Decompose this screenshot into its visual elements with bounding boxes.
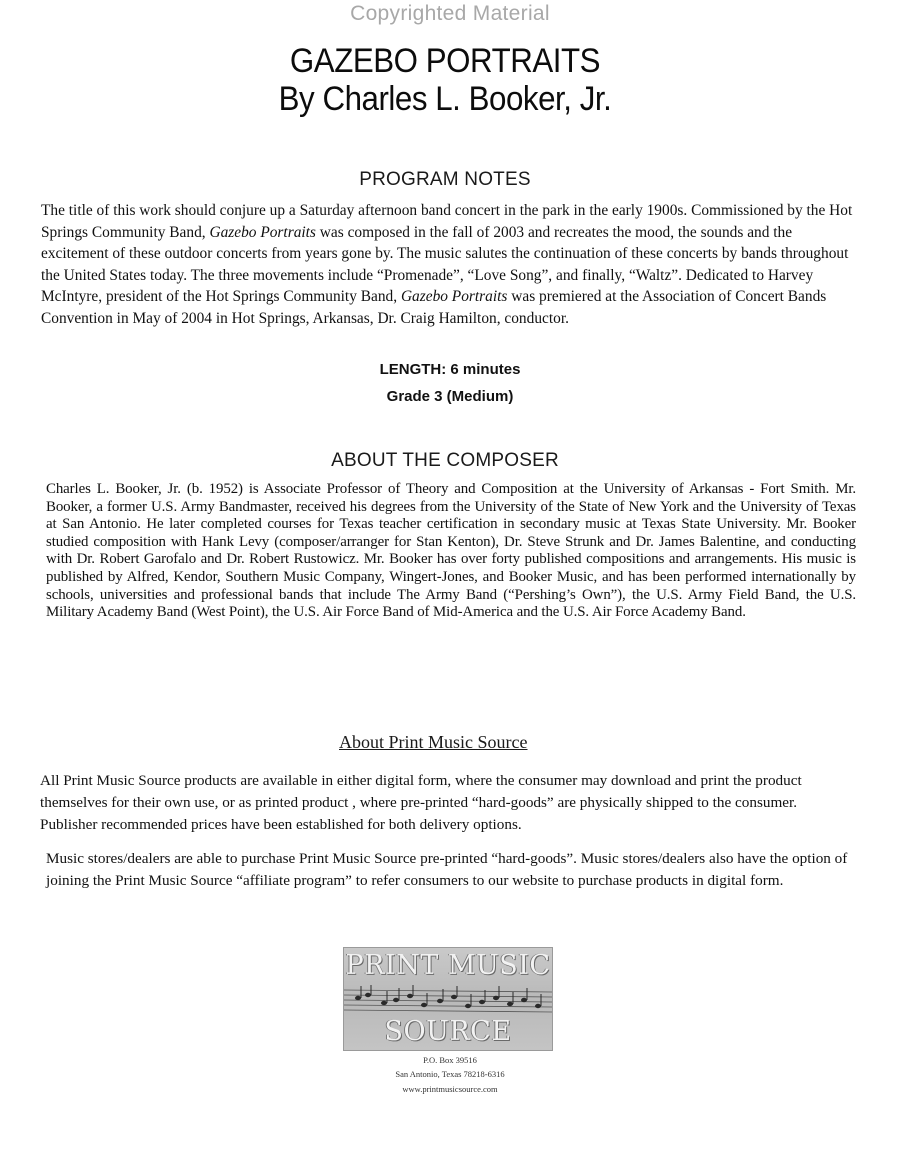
print-music-source-paragraph-2: Music stores/dealers are able to purchase Print Music Source pre-printed “hard-goods”. Music stores/dealers also have the option of joining the Print Music Source “affiliate program” to refer consumers to our website to purchase products in digital form. (46, 850, 848, 889)
program-notes-heading: PROGRAM NOTES (359, 169, 531, 190)
title-block (36, 42, 855, 118)
address-line-1: P.O. Box 39516 (423, 1055, 477, 1065)
page-title: GAZEBO PORTRAITS (289, 42, 601, 80)
about-composer-heading: ABOUT THE COMPOSER (331, 450, 559, 471)
work-title-italic: Gazebo Portraits (209, 223, 316, 241)
work-title-italic: Gazebo Portraits (400, 288, 508, 305)
program-notes-text (41, 200, 859, 329)
print-music-source-paragraph-1: All Print Music Source products are available in either digital form, where the consumer may download and print the product themselves for their own use, or as printed product , where pre-printed “hard-goods” are physically shipped to the consumer. Publisher recommended prices have been established for both delivery options. (40, 772, 802, 833)
grade-line: Grade 3 (Medium) (386, 388, 514, 405)
length-line: LENGTH: 6 minutes (379, 361, 521, 378)
website-text: www.printmusicsource.com (402, 1084, 498, 1094)
logo-top-text: PRINT MUSIC (345, 950, 551, 981)
about-composer-text: Charles L. Booker, Jr. (b. 1952) is Associate Professor of Theory and Composition at the University of Arkansas - Fort Smith. Mr. Booker, a former U.S. Army Bandmaster, received his degrees from the University of the State of New York and the University of Texas at San Antonio. He later completed courses for Texas teacher certification in secondary music at Texas State University. Mr. Booker studied composition with Hank Levy (composer/arranger for Stan Kenton), Dr. Steve Strunk and Dr. James Balentine, and conducting with Dr. Robert Garofalo and Dr. Robert Rustowicz. Mr. Booker has over forty published compositions and arrangements. His music is published by Alfred, Kendor, Southern Music Company, Wingert-Jones, and Booker Music, and has been performed internationally by schools, universities and professional bands that include The Army Band (“Pershing’s Own”), the U.S. Army Field Band, the U.S. Military Academy Band (West Point), the U.S. Air Force Band of Mid-America and the U.S. Air Force Academy Band. (46, 481, 856, 621)
program-notes-part3: was premiered at the Association of Concert Bands Convention in May of 2004 in Hot Springs, Arkansas, Dr. Craig Hamilton, conductor. (41, 288, 827, 327)
about-print-music-source-heading: About Print Music Source (339, 732, 528, 752)
music-staff-icon (344, 984, 552, 1016)
copyright-watermark: Copyrighted Material (350, 2, 550, 25)
program-notes-part2: was composed in the fall of 2003 and recreates the mood, the sounds and the excitement of these outdoor concerts from years gone by. The music salutes the continuation of these concerts by bands throughout the United States today. The three movements include “Promenade”, “Love Song”, and finally, “Waltz”. Dedicated to Harvey McIntyre, president of the Hot Springs Community Band, (41, 223, 849, 305)
address-line-2: San Antonio, Texas 78218-6316 (395, 1069, 505, 1079)
composer-byline: By Charles L. Booker, Jr. (278, 80, 612, 118)
print-music-source-logo (343, 947, 553, 1051)
logo-bottom-text: SOURCE (384, 1016, 512, 1047)
program-notes-part1: The title of this work should conjure up a Saturday afternoon band concert in the park in the early 1900s. Commissioned by the Hot Springs Community Band, (41, 202, 853, 241)
